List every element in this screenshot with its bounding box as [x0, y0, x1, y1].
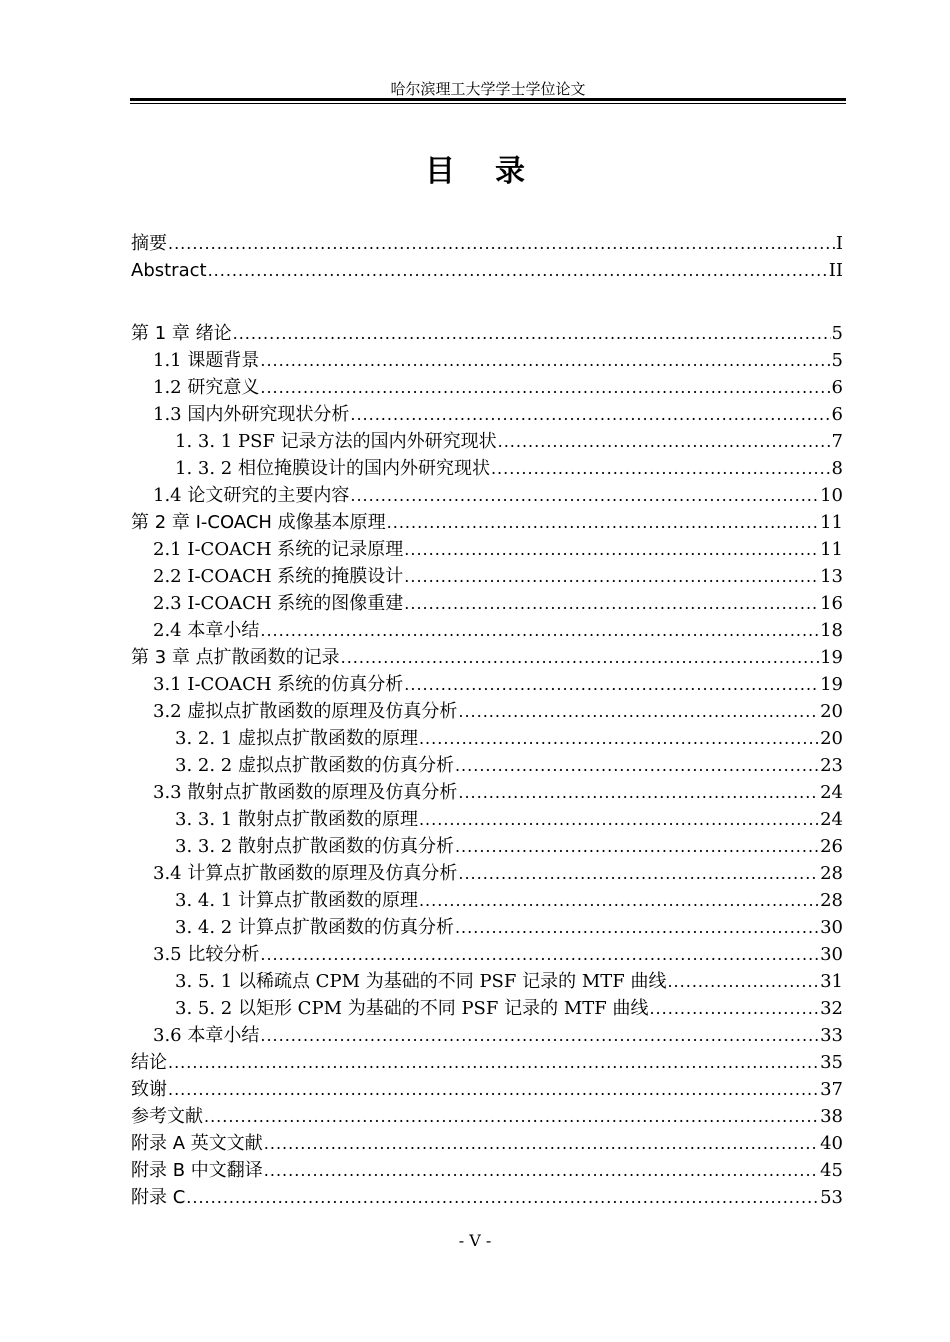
toc-entry[interactable]	[131, 509, 843, 536]
toc-entry-page: 11	[820, 512, 843, 533]
toc-entry-page: 19	[820, 647, 843, 668]
toc-entry-label: 2.2 I-COACH 系统的掩膜设计	[153, 566, 404, 587]
toc-entry-label: 3. 5. 2 以矩形 CPM 为基础的不同 PSF 记录的 MTF 曲线	[175, 998, 649, 1019]
toc-entry[interactable]	[131, 1130, 843, 1157]
toc-entry-page: 30	[820, 944, 843, 965]
toc-entry[interactable]	[131, 257, 843, 284]
toc-entry[interactable]	[131, 752, 843, 779]
title-left: 目	[425, 154, 455, 189]
toc-entry-page: 30	[820, 917, 843, 938]
toc-leader-dots	[350, 401, 830, 428]
toc-leader-dots	[260, 941, 819, 968]
toc-leader-dots	[168, 1049, 819, 1076]
toc-entry-page: 26	[820, 836, 843, 857]
toc-entry-page: II	[828, 260, 843, 281]
toc-entry-page: 6	[831, 404, 843, 425]
toc-entry-page: 20	[820, 728, 843, 749]
toc-leader-dots	[233, 320, 831, 347]
toc-entry-page: 20	[820, 701, 843, 722]
toc-entry[interactable]	[131, 860, 843, 887]
header-rule	[130, 98, 846, 104]
toc-entry-label: 第 2 章 I-COACH 成像基本原理	[131, 512, 386, 533]
toc-entry-label: 3. 3. 2 散射点扩散函数的仿真分析	[175, 836, 454, 857]
toc-entry-label: 附录 A 英文文献	[131, 1133, 263, 1154]
toc-entry-label: 参考文献	[131, 1106, 203, 1127]
page-number: - V -	[458, 1231, 492, 1250]
toc-entry[interactable]	[131, 671, 843, 698]
toc-entry-page: 6	[831, 377, 843, 398]
toc-spacer	[131, 284, 843, 320]
toc-entry-page: 37	[820, 1079, 843, 1100]
toc-entry[interactable]	[131, 968, 843, 995]
toc-entry-page: 32	[820, 998, 843, 1019]
toc-entry-page: 16	[820, 593, 843, 614]
toc-entry[interactable]	[131, 536, 843, 563]
toc-leader-dots	[458, 860, 819, 887]
toc-entry-page: 40	[820, 1133, 843, 1154]
toc-entry-page: 23	[820, 755, 843, 776]
toc-entry[interactable]	[131, 374, 843, 401]
toc-entry-label: 结论	[131, 1052, 167, 1073]
toc-entry-page: 11	[820, 539, 843, 560]
toc-leader-dots	[260, 617, 819, 644]
toc-leader-dots	[455, 914, 819, 941]
toc-leader-dots	[186, 1184, 819, 1211]
toc-leader-dots	[264, 1157, 819, 1184]
toc-entry-page: 13	[820, 566, 843, 587]
toc-entry-label: 第 1 章 绪论	[131, 323, 232, 344]
toc-leader-dots	[491, 455, 831, 482]
toc-leader-dots	[341, 644, 819, 671]
toc-entry-label: 附录 C	[131, 1187, 186, 1208]
toc-leader-dots	[458, 698, 819, 725]
toc-leader-dots	[208, 257, 828, 284]
toc-entry-page: 31	[820, 971, 843, 992]
toc-entry[interactable]	[131, 401, 843, 428]
toc-entry-label: 3. 2. 1 虚拟点扩散函数的原理	[175, 728, 418, 749]
toc-leader-dots	[350, 482, 819, 509]
toc-entry-page: 8	[831, 458, 843, 479]
page-title	[0, 146, 950, 190]
toc-leader-dots	[260, 347, 830, 374]
toc-entry-label: 1. 3. 2 相位掩膜设计的国内外研究现状	[175, 458, 490, 479]
toc-entry-label: Abstract	[131, 260, 207, 281]
toc-entry-label: 3. 4. 1 计算点扩散函数的原理	[175, 890, 418, 911]
toc-entry[interactable]	[131, 482, 843, 509]
toc-entry-label: 1.4 论文研究的主要内容	[153, 485, 350, 506]
toc-entry[interactable]	[131, 320, 843, 347]
toc-leader-dots	[458, 779, 819, 806]
toc-entry-page: 45	[820, 1160, 843, 1181]
toc-entry[interactable]	[131, 1157, 843, 1184]
toc-leader-dots	[387, 509, 819, 536]
toc-entry-page: 10	[820, 485, 843, 506]
toc-entry-page: 35	[820, 1052, 843, 1073]
toc-leader-dots	[498, 428, 831, 455]
toc-entry[interactable]	[131, 806, 843, 833]
toc-leader-dots	[260, 374, 830, 401]
toc-entry-label: 3.4 计算点扩散函数的原理及仿真分析	[153, 863, 458, 884]
toc-entry[interactable]	[131, 1103, 843, 1130]
toc-entry-page: 5	[831, 323, 843, 344]
toc-entry-label: 第 3 章 点扩散函数的记录	[131, 647, 340, 668]
toc-entry-label: 3.2 虚拟点扩散函数的原理及仿真分析	[153, 701, 458, 722]
toc-entry-page: 53	[820, 1187, 843, 1208]
toc-leader-dots	[168, 1076, 819, 1103]
toc-leader-dots	[455, 752, 819, 779]
toc-entry[interactable]	[131, 563, 843, 590]
toc-entry[interactable]	[131, 941, 843, 968]
title-right: 录	[495, 154, 525, 189]
toc-entry[interactable]	[131, 914, 843, 941]
toc-entry-page: 19	[820, 674, 843, 695]
toc-entry[interactable]	[131, 1049, 843, 1076]
toc-entry-label: 3.1 I-COACH 系统的仿真分析	[153, 674, 404, 695]
toc-leader-dots	[455, 833, 819, 860]
toc-entry-label: 3.6 本章小结	[153, 1025, 260, 1046]
toc-entry-page: 24	[820, 809, 843, 830]
toc-entry-page: 38	[820, 1106, 843, 1127]
toc-leader-dots	[260, 1022, 819, 1049]
toc-entry-label: 3.3 散射点扩散函数的原理及仿真分析	[153, 782, 458, 803]
toc-entry[interactable]	[131, 995, 843, 1022]
toc-entry-label: 3. 5. 1 以稀疏点 CPM 为基础的不同 PSF 记录的 MTF 曲线	[175, 971, 667, 992]
toc-entry-page: I	[835, 233, 843, 254]
toc-entry-page: 7	[831, 431, 843, 452]
toc-entry[interactable]	[131, 1076, 843, 1103]
toc-entry-label: 1.1 课题背景	[153, 350, 260, 371]
table-of-contents	[131, 230, 843, 1211]
toc-leader-dots	[419, 725, 819, 752]
toc-entry-label: 1.2 研究意义	[153, 377, 260, 398]
toc-entry[interactable]	[131, 887, 843, 914]
toc-entry-label: 3.5 比较分析	[153, 944, 260, 965]
toc-leader-dots	[667, 968, 819, 995]
toc-entry[interactable]	[131, 833, 843, 860]
toc-entry-label: 3. 4. 2 计算点扩散函数的仿真分析	[175, 917, 454, 938]
toc-entry[interactable]	[131, 779, 843, 806]
toc-entry[interactable]	[131, 428, 843, 455]
toc-leader-dots	[404, 563, 819, 590]
toc-leader-dots	[204, 1103, 819, 1130]
toc-leader-dots	[264, 1130, 819, 1157]
toc-entry[interactable]	[131, 1184, 843, 1211]
toc-entry-label: 1.3 国内外研究现状分析	[153, 404, 350, 425]
toc-leader-dots	[168, 230, 835, 257]
toc-entry[interactable]	[131, 347, 843, 374]
toc-entry-label: 3. 3. 1 散射点扩散函数的原理	[175, 809, 418, 830]
toc-entry-page: 28	[820, 890, 843, 911]
toc-entry-label: 1. 3. 1 PSF 记录方法的国内外研究现状	[175, 431, 497, 452]
toc-entry[interactable]	[131, 455, 843, 482]
toc-entry-page: 18	[820, 620, 843, 641]
toc-entry[interactable]	[131, 590, 843, 617]
toc-entry-label: 附录 B 中文翻译	[131, 1160, 263, 1181]
toc-entry[interactable]	[131, 725, 843, 752]
toc-entry-label: 2.1 I-COACH 系统的记录原理	[153, 539, 404, 560]
running-header: 哈尔滨理工大学学士学位论文	[390, 80, 586, 98]
toc-entry-label: 致谢	[131, 1079, 167, 1100]
toc-entry[interactable]	[131, 1022, 843, 1049]
toc-entry[interactable]	[131, 617, 843, 644]
toc-entry-page: 24	[820, 782, 843, 803]
toc-entry-page: 5	[831, 350, 843, 371]
toc-entry-page: 33	[820, 1025, 843, 1046]
toc-entry-label: 2.3 I-COACH 系统的图像重建	[153, 593, 404, 614]
toc-entry-label: 3. 2. 2 虚拟点扩散函数的仿真分析	[175, 755, 454, 776]
toc-entry-page: 28	[820, 863, 843, 884]
toc-entry-label: 2.4 本章小结	[153, 620, 260, 641]
toc-leader-dots	[404, 671, 819, 698]
toc-entry-label: 摘要	[131, 233, 167, 254]
toc-leader-dots	[404, 536, 819, 563]
toc-leader-dots	[649, 995, 819, 1022]
toc-leader-dots	[404, 590, 819, 617]
toc-leader-dots	[419, 806, 819, 833]
toc-entry[interactable]	[131, 698, 843, 725]
toc-leader-dots	[419, 887, 819, 914]
toc-entry[interactable]	[131, 644, 843, 671]
toc-entry[interactable]	[131, 230, 843, 257]
